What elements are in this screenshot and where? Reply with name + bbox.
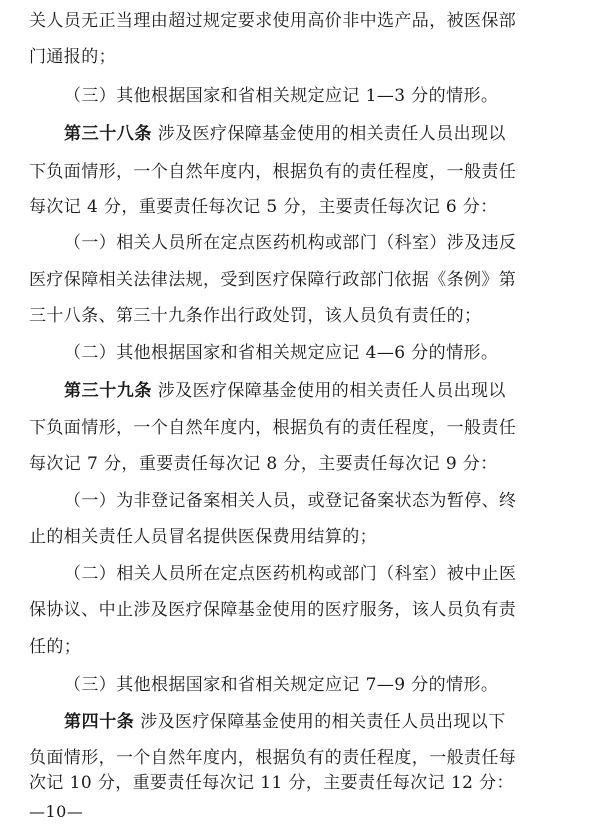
- text-line: 医疗保障相关法律法规，受到医疗保障行政部门依据《条例》第: [29, 270, 517, 290]
- article-39-line-1: [64, 381, 506, 401]
- text-line: （一）为非登记备案相关人员，或登记备案状态为暂停、终: [64, 491, 517, 511]
- text-line: 次记 10 分，重要责任每次记 11 分，主要责任每次记 12 分：: [29, 773, 514, 793]
- text-line: 关人员无正当理由超过规定要求使用高价非中选产品，被医保部: [29, 11, 517, 31]
- article-heading: 第三十八条: [64, 124, 152, 144]
- text-line: 涉及医疗保障基金使用的相关责任人员出现以下: [134, 712, 506, 732]
- article-38-line-1: [64, 124, 506, 144]
- page-number: —10—: [29, 802, 84, 821]
- text-line: 三十八条、第三十九条作出行政处罚，该人员负有责任的；: [29, 306, 482, 326]
- text-line: 每次记 7 分，重要责任每次记 8 分，主要责任每次记 9 分：: [29, 454, 498, 474]
- text-line: 负面情形，一个自然年度内，根据负有的责任程度，一般责任每: [29, 748, 517, 768]
- article-heading: 第四十条: [64, 712, 135, 732]
- text-line: （三）其他根据国家和省相关规定应记 1—3 分的情形。: [64, 86, 499, 106]
- text-line: 任的；: [29, 637, 82, 657]
- text-line: （二）其他根据国家和省相关规定应记 4—6 分的情形。: [64, 343, 499, 363]
- text-line: 保协议、中止涉及医疗保障基金使用的医疗服务，该人员负有责: [29, 600, 517, 620]
- text-line: 每次记 4 分，重要责任每次记 5 分，主要责任每次记 6 分：: [29, 197, 498, 217]
- text-line: 涉及医疗保障基金使用的相关责任人员出现以: [152, 381, 506, 401]
- text-line: （三）其他根据国家和省相关规定应记 7—9 分的情形。: [64, 675, 499, 695]
- text-line: （一）相关人员所在定点医药机构或部门（科室）涉及违反: [64, 233, 517, 253]
- text-line: 下负面情形，一个自然年度内，根据负有的责任程度，一般责任: [29, 162, 517, 182]
- article-40-line-1: [64, 712, 506, 732]
- text-line: 止的相关责任人员冒名提供医保费用结算的；: [29, 527, 377, 547]
- text-line: 下负面情形，一个自然年度内，根据负有的责任程度，一般责任: [29, 418, 517, 438]
- text-line: 涉及医疗保障基金使用的相关责任人员出现以: [152, 124, 506, 144]
- text-line: 门通报的；: [29, 47, 116, 67]
- text-line: （二）相关人员所在定点医药机构或部门（科室）被中止医: [64, 564, 517, 584]
- article-heading: 第三十九条: [64, 381, 152, 401]
